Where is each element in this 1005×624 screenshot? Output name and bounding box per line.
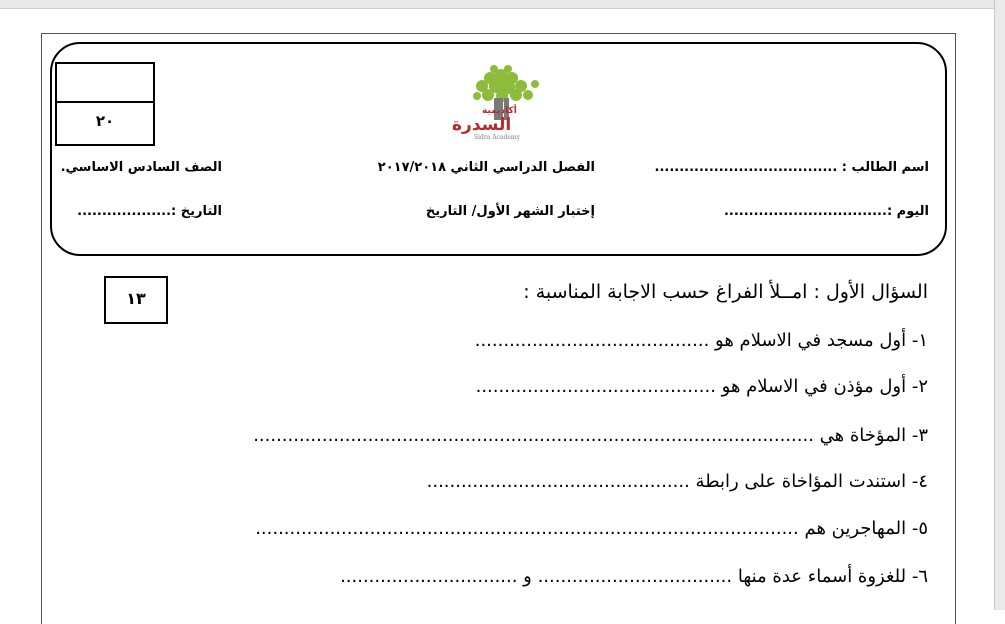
question-item: ١- أول مسجد في الاسلام هو ......................................... <box>474 330 928 351</box>
grade-level-label: الصف السادس الاساسي. <box>60 160 222 175</box>
grade-box-divider <box>57 101 153 103</box>
question-item: ٢- أول مؤذن في الاسلام هو .......................................... <box>475 376 928 397</box>
student-name-field: اسم الطالب : ..................................... <box>654 160 929 175</box>
logo-text-english: Sidra Academy <box>474 134 520 141</box>
grade-box <box>55 62 155 146</box>
logo-text-arabic: السدرة <box>452 115 512 135</box>
question-title: السؤال الأول : امــلأ الفراغ حسب الاجابة المناسبة : <box>523 281 928 303</box>
vertical-scrollbar[interactable] <box>994 0 1005 610</box>
date-field: التاريخ :................... <box>77 204 222 219</box>
exam-title: إختبار الشهر الأول/ التاريخ <box>425 204 595 219</box>
question-item: ٥- المهاجرين هم ............................................................................................... <box>255 518 928 539</box>
page-top-edge <box>0 0 1005 9</box>
sidra-academy-logo <box>446 62 556 142</box>
logo-text-arabic-small: أكاديمية <box>482 106 517 116</box>
question-item: ٦- للغزوة أسماء عدة منها .................................. و ............................... <box>340 566 928 587</box>
question-item: ٣- المؤخاة هي .................................................................................................. <box>253 425 928 446</box>
question-score-box: ١٣ <box>104 276 168 324</box>
grade-total: ٢٠ <box>95 112 115 130</box>
semester-label: الفصل الدراسي الثاني ٢٠١٧/٢٠١٨ <box>377 160 595 175</box>
day-field: اليوم :................................. <box>723 204 929 219</box>
tree-logo-icon <box>446 62 556 142</box>
question-item: ٤- استندت المؤاخاة على رابطة .............................................. <box>426 471 928 492</box>
